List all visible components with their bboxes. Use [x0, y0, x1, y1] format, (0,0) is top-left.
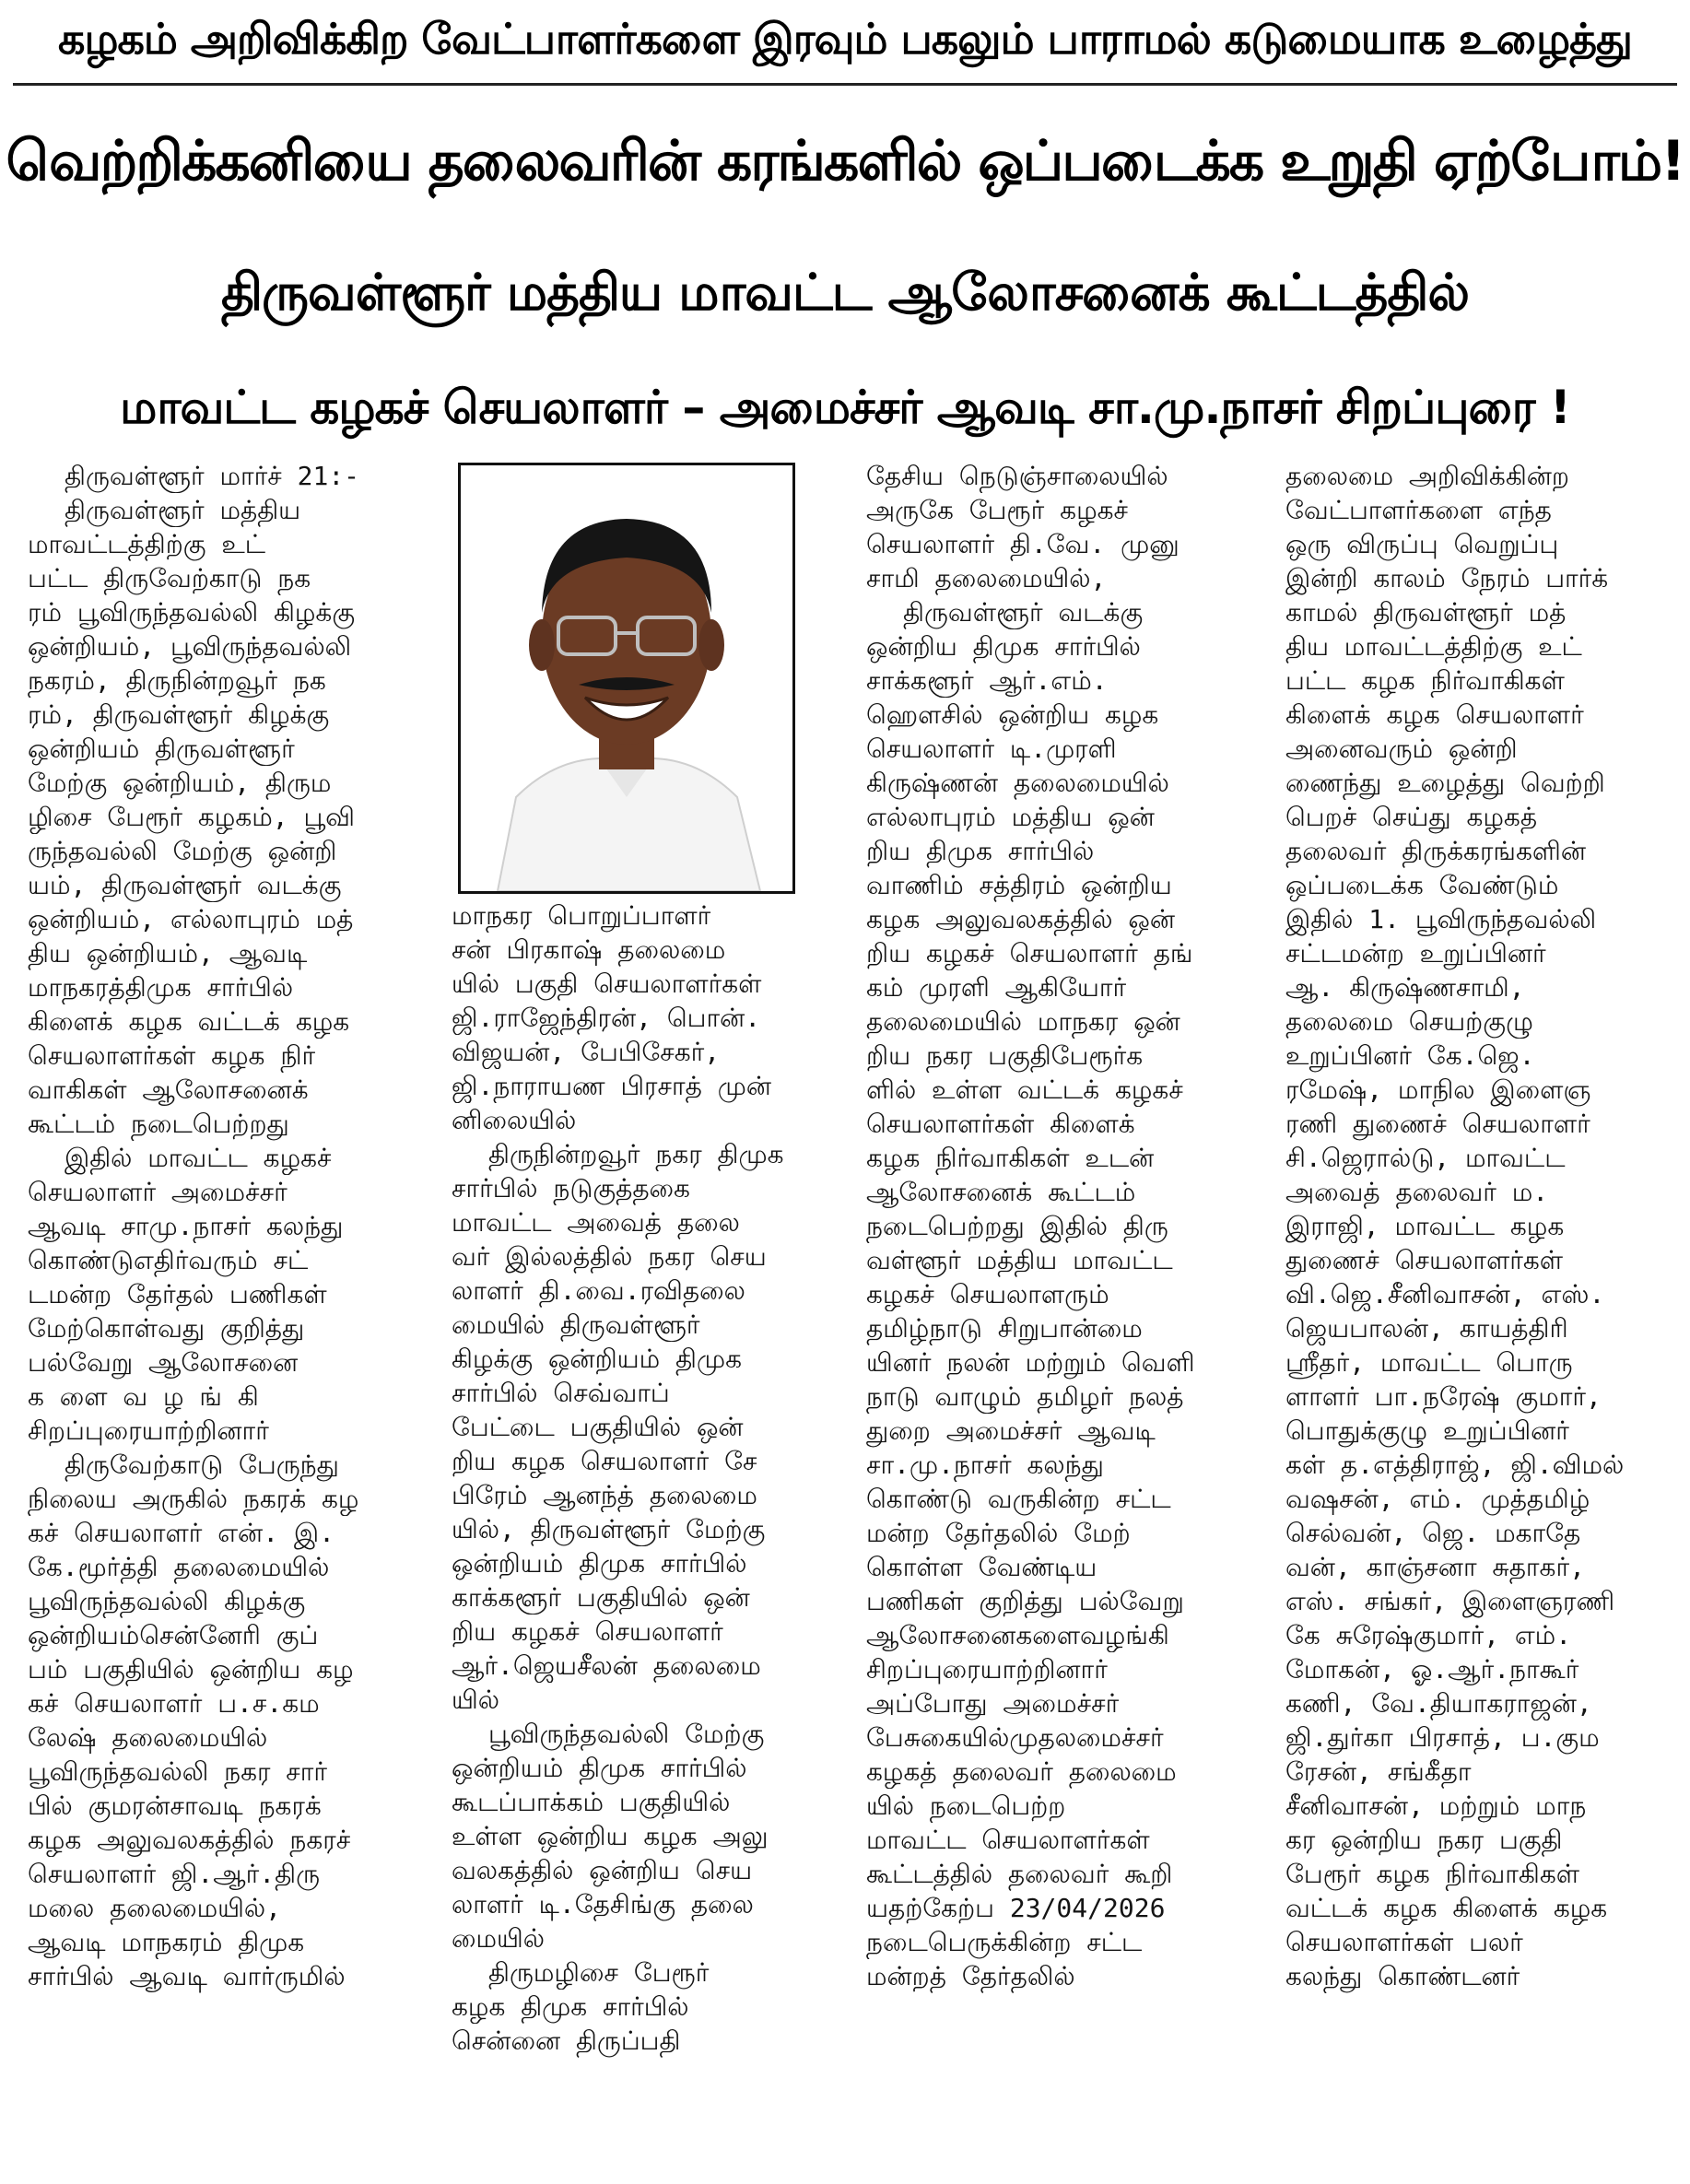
article-line: கச் செயலாளர் என். இ.	[28, 1518, 335, 1548]
article-line: ழிசை பேரூர் கழகம், பூவி	[28, 802, 356, 832]
article-line: நிலைய அருகில் நகரக் கழ	[28, 1484, 359, 1514]
article-line: திருவள்ளூர் வடக்கு	[903, 597, 1144, 628]
article-line: பில் குமரன்சாவடி நகரக்	[28, 1791, 322, 1821]
article-line: திருவேற்காடு பேருந்து	[65, 1450, 339, 1480]
article-line: ஒன்றிய திமுக சார்பில்	[866, 631, 1141, 662]
article-column-4	[1285, 459, 1682, 2182]
article-line: கழகத் தலைவர் தலைமை	[866, 1756, 1177, 1787]
article-line: கூட்டம் நடைபெற்றது	[28, 1109, 289, 1139]
article-line: மாவட்ட செயலாளர்கள்	[866, 1825, 1150, 1855]
article-line: கிழக்கு ஒன்றியம் திமுக	[452, 1344, 742, 1374]
article-line: வர் இல்லத்தில் நகர செய	[452, 1241, 767, 1272]
article-line: சார்பில் செவ்வாப்	[452, 1378, 670, 1408]
article-column-3	[866, 459, 1262, 2182]
article-line: காமல் திருவள்ளூர் மத்	[1285, 597, 1567, 628]
article-line: வேட்பாளர்களை எந்த	[1285, 495, 1552, 525]
article-line: ஒன்றியம், எல்லாபுரம் மத்	[28, 904, 354, 934]
article-line: கிருஷ்ணன் தலைமையில்	[866, 768, 1169, 798]
article-line: துறை அமைச்சர் ஆவடி	[866, 1415, 1156, 1446]
article-line: பணிகள் குறித்து பல்வேறு	[866, 1586, 1184, 1616]
article-line: வாகிகள் ஆலோசனைக்	[28, 1074, 309, 1105]
article-line: தமிழ்நாடு சிறுபான்மை	[866, 1313, 1143, 1344]
article-line: டமன்ற தேர்தல் பணிகள்	[28, 1279, 327, 1309]
article-line: ஜெயபாலன், காயத்திரி	[1285, 1313, 1568, 1344]
article-line: இன்றி காலம் நேரம் பார்க்	[1285, 563, 1609, 593]
article-line: தேசிய நெடுஞ்சாலையில்	[866, 461, 1168, 491]
article-line: ஆலோசனைக் கூட்டம்	[866, 1177, 1136, 1207]
article-line: ஆ. கிருஷ்ணசாமி,	[1285, 972, 1525, 1003]
article-line: பூவிருந்தவல்லி கிழக்கு	[28, 1586, 306, 1616]
article-line: சாக்களூர் ஆர்.எம்.	[866, 665, 1108, 696]
article-line: ஆலோசனைகளைவழங்கி	[866, 1620, 1169, 1650]
article-line: வள்ளூர் மத்திய மாவட்ட	[866, 1245, 1173, 1275]
article-line: திருமழிசை பேரூர்	[488, 1957, 710, 1988]
article-line: எஸ். சங்கர், இளைஞரணி	[1285, 1586, 1615, 1616]
article-line: மேற்கொள்வது குறித்து	[28, 1313, 305, 1344]
article-line: நாடு வாழும் தமிழர் நலத்	[866, 1381, 1184, 1412]
article-line: கொண்டுஎதிர்வரும் சட்	[28, 1245, 309, 1275]
article-line: யினர் நலன் மற்றும் வெளி	[866, 1347, 1195, 1378]
article-line: திய ஒன்றியம், ஆவடி	[28, 938, 308, 969]
article-line: ஒரு விருப்பு வெறுப்பு	[1285, 529, 1559, 559]
article-line: செயலாளர்கள் கழக நிர்	[28, 1040, 316, 1071]
article-line: யில் நடைபெற்ற	[866, 1791, 1066, 1821]
article-line: கர ஒன்றிய நகர பகுதி	[1285, 1825, 1563, 1855]
article-line: கணி, வே.தியாகராஜன்,	[1285, 1688, 1592, 1719]
article-line: சாமி தலைமையில்,	[866, 563, 1107, 593]
article-line: நகரம், திருநின்றவூர் நக	[28, 665, 326, 696]
article-line: பட்ட திருவேற்காடு நக	[28, 563, 311, 593]
article-line: றிய கழக செயலாளர் சே	[452, 1446, 757, 1476]
article-line: செயலாளர் டி.முரளி	[866, 734, 1117, 764]
article-line: செயலாளர்கள் கிளைக்	[866, 1109, 1135, 1139]
article-line: வட்டக் கழக கிளைக் கழக	[1285, 1893, 1608, 1923]
article-column-2	[452, 898, 848, 2182]
article-line: கழக அலுவலகத்தில் நகரச்	[28, 1825, 351, 1855]
article-column-1	[28, 459, 424, 2182]
article-line: கூடப்பாக்கம் பகுதியில்	[452, 1787, 731, 1817]
article-line: லேஷ் தலைமையில்	[28, 1722, 268, 1753]
article-line: ஆவடி மாநகரம் திமுக	[28, 1927, 305, 1957]
article-line: யதற்கேற்ப 23/04/2026	[866, 1893, 1166, 1923]
article-line: செயலாளர் ஜி.ஆர்.திரு	[28, 1859, 321, 1889]
article-line: பேரூர் கழக நிர்வாகிகள்	[1285, 1859, 1580, 1889]
article-line: அருகே பேரூர் கழகச்	[866, 495, 1129, 525]
article-line: மாவட்ட அவைத் தலை	[452, 1207, 740, 1238]
article-line: சென்னை திருப்பதி	[452, 2025, 681, 2056]
article-line: ஆவடி சாமு.நாசர் கலந்து	[28, 1211, 344, 1241]
article-line: ளாளர் பா.நரேஷ் குமார்,	[1285, 1381, 1602, 1412]
article-line: கம் முரளி ஆகியோர்	[866, 972, 1127, 1003]
article-line: ருந்தவல்லி மேற்கு ஒன்றி	[28, 836, 337, 866]
article-line: எல்லாபுரம் மத்திய ஒன்	[866, 802, 1155, 832]
article-line: வாணிம் சத்திரம் ஒன்றிய	[866, 870, 1172, 900]
article-line: உள்ள ஒன்றிய கழக அலு	[452, 1821, 769, 1851]
article-line: கள் த.எத்திராஜ், ஜி.விமல்	[1285, 1450, 1625, 1480]
article-line: பட்ட கழக நிர்வாகிகள்	[1285, 665, 1565, 696]
article-line: ஒன்றியம் திமுக சார்பில்	[452, 1548, 747, 1579]
article-line: தலைவர் திருக்கரங்களின்	[1285, 836, 1586, 866]
article-line: கே சுரேஷ்குமார், எம்.	[1285, 1620, 1572, 1650]
article-line: பம் பகுதியில் ஒன்றிய கழ	[28, 1654, 354, 1685]
article-line: மலை தலைமையில்,	[28, 1893, 281, 1923]
article-line: நடைபெருக்கின்ற சட்ட	[866, 1927, 1143, 1957]
article-line: ஆர்.ஜெயசீலன் தலைமை	[452, 1650, 761, 1681]
minister-photo	[458, 463, 795, 894]
article-line: செயலாளர் தி.வே. முனு	[866, 529, 1179, 559]
article-line: பூவிருந்தவல்லி நகர சார்	[28, 1756, 328, 1787]
article-line: செயலாளர்கள் பலர்	[1285, 1927, 1523, 1957]
article-line: மாநகர பொறுப்பாளர்	[452, 900, 711, 931]
article-line: பெறச் செய்து கழகத்	[1285, 802, 1538, 832]
main-headline: வெற்றிக்கனியை தலைவரின் கரங்களில் ஒப்படைக்க உறுதி ஏற்போம்!	[6, 129, 1684, 194]
article-line: மன்ற தேர்தலில் மேற்	[866, 1518, 1131, 1548]
article-line: பொதுக்குழு உறுப்பினர்	[1285, 1415, 1569, 1446]
article-line: தலைமை அறிவிக்கின்ற	[1285, 461, 1569, 491]
article-line: மையில்	[452, 1923, 546, 1954]
article-line: ஜி.நாராயண பிரசாத் முன்	[452, 1071, 771, 1101]
article-line: கிளைக் கழக செயலாளர்	[1285, 699, 1584, 730]
article-line: பேட்டை பகுதியில் ஒன்	[452, 1412, 744, 1442]
headline-rule	[13, 83, 1677, 86]
article-line: மாநகரத்திமுக சார்பில்	[28, 972, 294, 1003]
article-line: ரணி துணைச் செயலாளர்	[1285, 1109, 1590, 1139]
article-line: திருநின்றவூர் நகர திமுக	[488, 1139, 784, 1169]
article-line: ஒன்றியம் திமுக சார்பில்	[452, 1753, 747, 1783]
article-line: நடைபெற்றது இதில் திரு	[866, 1211, 1168, 1241]
article-line: உறுப்பினர் கே.ஜெ.	[1285, 1040, 1535, 1071]
article-line: யில்	[452, 1685, 499, 1715]
article-line: மன்றத் தேர்தலில்	[866, 1961, 1075, 1991]
kicker-headline: கழகம் அறிவிக்கிற வேட்பாளர்களை இரவும் பகலும் பாராமல் கடுமையாக உழைத்து	[58, 14, 1632, 64]
article-line: லாளர் தி.வை.ரவிதலை	[452, 1275, 745, 1306]
sub-headline: திருவள்ளூர் மத்திய மாவட்ட ஆலோசனைக் கூட்டத்தில்	[220, 263, 1470, 322]
article-line: துணைச் செயலாளர்கள்	[1285, 1245, 1564, 1275]
article-line: திய மாவட்டத்திற்கு உட்	[1285, 631, 1582, 662]
article-line: யில் பகுதி செயலாளர்கள்	[452, 969, 762, 999]
article-line: றிய கழகச் செயலாளர்	[452, 1616, 723, 1647]
article-line: திருவள்ளூர் மார்ச் 21:-	[65, 461, 360, 491]
article-line: மேற்கு ஒன்றியம், திரும	[28, 768, 332, 798]
portrait-image	[461, 465, 792, 891]
article-line: சிறப்புரையாற்றினார்	[28, 1415, 269, 1446]
article-line: கழகச் செயலாளரும்	[866, 1279, 1109, 1309]
article-line: விஜயன், பேபிசேகர்,	[452, 1037, 721, 1067]
article-line: காக்களூர் பகுதியில் ஒன்	[452, 1582, 750, 1613]
article-line: சா.மு.நாசர் கலந்து	[866, 1450, 1104, 1480]
article-line: மையில் திருவள்ளூர்	[452, 1309, 700, 1340]
article-line: கொண்டு வருகின்ற சட்ட	[866, 1484, 1171, 1514]
byline-headline: மாவட்ட கழகச் செயலாளர் – அமைச்சர் ஆவடி சா.மு.நாசர் சிறப்புரை !	[120, 381, 1570, 434]
article-line: அவைத் தலைவர் ம.	[1285, 1177, 1549, 1207]
article-line: பல்வேறு ஆலோசனை	[28, 1347, 299, 1378]
article-line: கே.மூர்த்தி தலைமையில்	[28, 1552, 330, 1582]
article-line: மோகன், ஓ.ஆர்.நாகூர்	[1285, 1654, 1579, 1685]
article-line: அப்போது அமைச்சர்	[866, 1688, 1120, 1719]
article-line: ஒன்றியம் திருவள்ளூர்	[28, 734, 295, 764]
article-line: சார்பில் நடுகுத்தகை	[452, 1173, 690, 1204]
article-line: சீனிவாசன், மற்றும் மாந	[1285, 1791, 1587, 1821]
article-line: இதில் மாவட்ட கழகச்	[65, 1143, 332, 1173]
article-line: சன் பிரகாஷ் தலைமை	[452, 934, 726, 965]
article-line: ரம், திருவள்ளூர் கிழக்கு	[28, 699, 330, 730]
article-line: னிலையில்	[452, 1105, 577, 1135]
article-line: சிறப்புரையாற்றினார்	[866, 1654, 1108, 1685]
article-line: வலகத்தில் ஒன்றிய செய	[452, 1855, 753, 1885]
article-line: இதில் 1. பூவிருந்தவல்லி	[1285, 904, 1597, 934]
article-line: பேசுகையில்முதலமைச்சர்	[866, 1722, 1164, 1753]
article-line: யில், திருவள்ளூர் மேற்கு	[452, 1514, 766, 1544]
article-line: ஜி.ராஜேந்திரன், பொன்.	[452, 1003, 761, 1033]
article-line: ளில் உள்ள வட்டக் கழகச்	[866, 1074, 1183, 1105]
article-line: செயலாளர் அமைச்சர்	[28, 1177, 288, 1207]
article-line: ஸ்ரீதர், மாவட்ட பொரு	[1285, 1347, 1573, 1378]
article-line: ரம் பூவிருந்தவல்லி கிழக்கு	[28, 597, 356, 628]
article-line: பூவிருந்தவல்லி மேற்கு	[488, 1719, 765, 1749]
article-line: சார்பில் ஆவடி வார்ருமில்	[28, 1961, 346, 1991]
article-line: கலந்து கொண்டனர்	[1285, 1961, 1520, 1991]
article-line: தலைமையில் மாநகர ஒன்	[866, 1006, 1180, 1037]
article-line: ஒன்றியம்சென்னேரி குப்	[28, 1620, 319, 1650]
article-line: செல்வன், ஜெ. மகாதே	[1285, 1518, 1581, 1548]
article-line: அனைவரும் ஒன்றி	[1285, 734, 1518, 764]
article-line: ணைந்து உழைத்து வெற்றி	[1285, 768, 1605, 798]
article-line: தலைமை செயற்குழு	[1285, 1006, 1533, 1037]
article-line: ஒன்றியம், பூவிருந்தவல்லி	[28, 631, 352, 662]
article-line: ஹெளசில் ஒன்றிய கழக	[866, 699, 1159, 730]
article-line: வன், காஞ்சனா சுதாகர்,	[1285, 1552, 1585, 1582]
article-line: சட்டமன்ற உறுப்பினர்	[1285, 938, 1546, 969]
article-line: சி.ஜெரால்டு, மாவட்ட	[1285, 1143, 1566, 1173]
article-line: திருவள்ளூர் மத்திய	[65, 495, 301, 525]
article-line: கழக நிர்வாகிகள் உடன்	[866, 1143, 1155, 1173]
article-line: மாவட்டத்திற்கு உட்	[28, 529, 266, 559]
article-line: வஷசன், எம். முத்தமிழ்	[1285, 1484, 1590, 1514]
article-line: கிளைக் கழக வட்டக் கழக	[28, 1006, 350, 1037]
article-line: கழக திமுக சார்பில்	[452, 1991, 689, 2022]
article-line: ரமேஷ், மாநில இளைஞ	[1285, 1074, 1591, 1105]
article-line: றிய கழகச் செயலாளர் தங்	[866, 938, 1193, 969]
article-line: கொள்ள வேண்டிய	[866, 1552, 1097, 1582]
article-line: கழக அலுவலகத்தில் ஒன்	[866, 904, 1176, 934]
article-line: ஜி.துர்கா பிரசாத், ப.கும	[1285, 1722, 1600, 1753]
article-line: கச் செயலாளர் ப.ச.கம	[28, 1688, 320, 1719]
article-line: வி.ஜெ.சீனிவாசன், எஸ்.	[1285, 1279, 1605, 1309]
article-line: கூட்டத்தில் தலைவர் கூறி	[866, 1859, 1173, 1889]
article-line: லாளர் டி.தேசிங்கு தலை	[452, 1889, 754, 1920]
article-line: றிய திமுக சார்பில்	[866, 836, 1095, 866]
article-line: க ளை வ ழ ங் கி	[28, 1381, 259, 1412]
article-line: ரேசன், சங்கீதா	[1285, 1756, 1472, 1787]
article-line: இராஜி, மாவட்ட கழக	[1285, 1211, 1565, 1241]
article-line: யம், திருவள்ளூர் வடக்கு	[28, 870, 342, 900]
article-line: றிய நகர பகுதிபேரூர்க	[866, 1040, 1144, 1071]
article-line: ஒப்படைக்க வேண்டும்	[1285, 870, 1559, 900]
article-line: பிரேம் ஆனந்த் தலைமை	[452, 1480, 757, 1510]
